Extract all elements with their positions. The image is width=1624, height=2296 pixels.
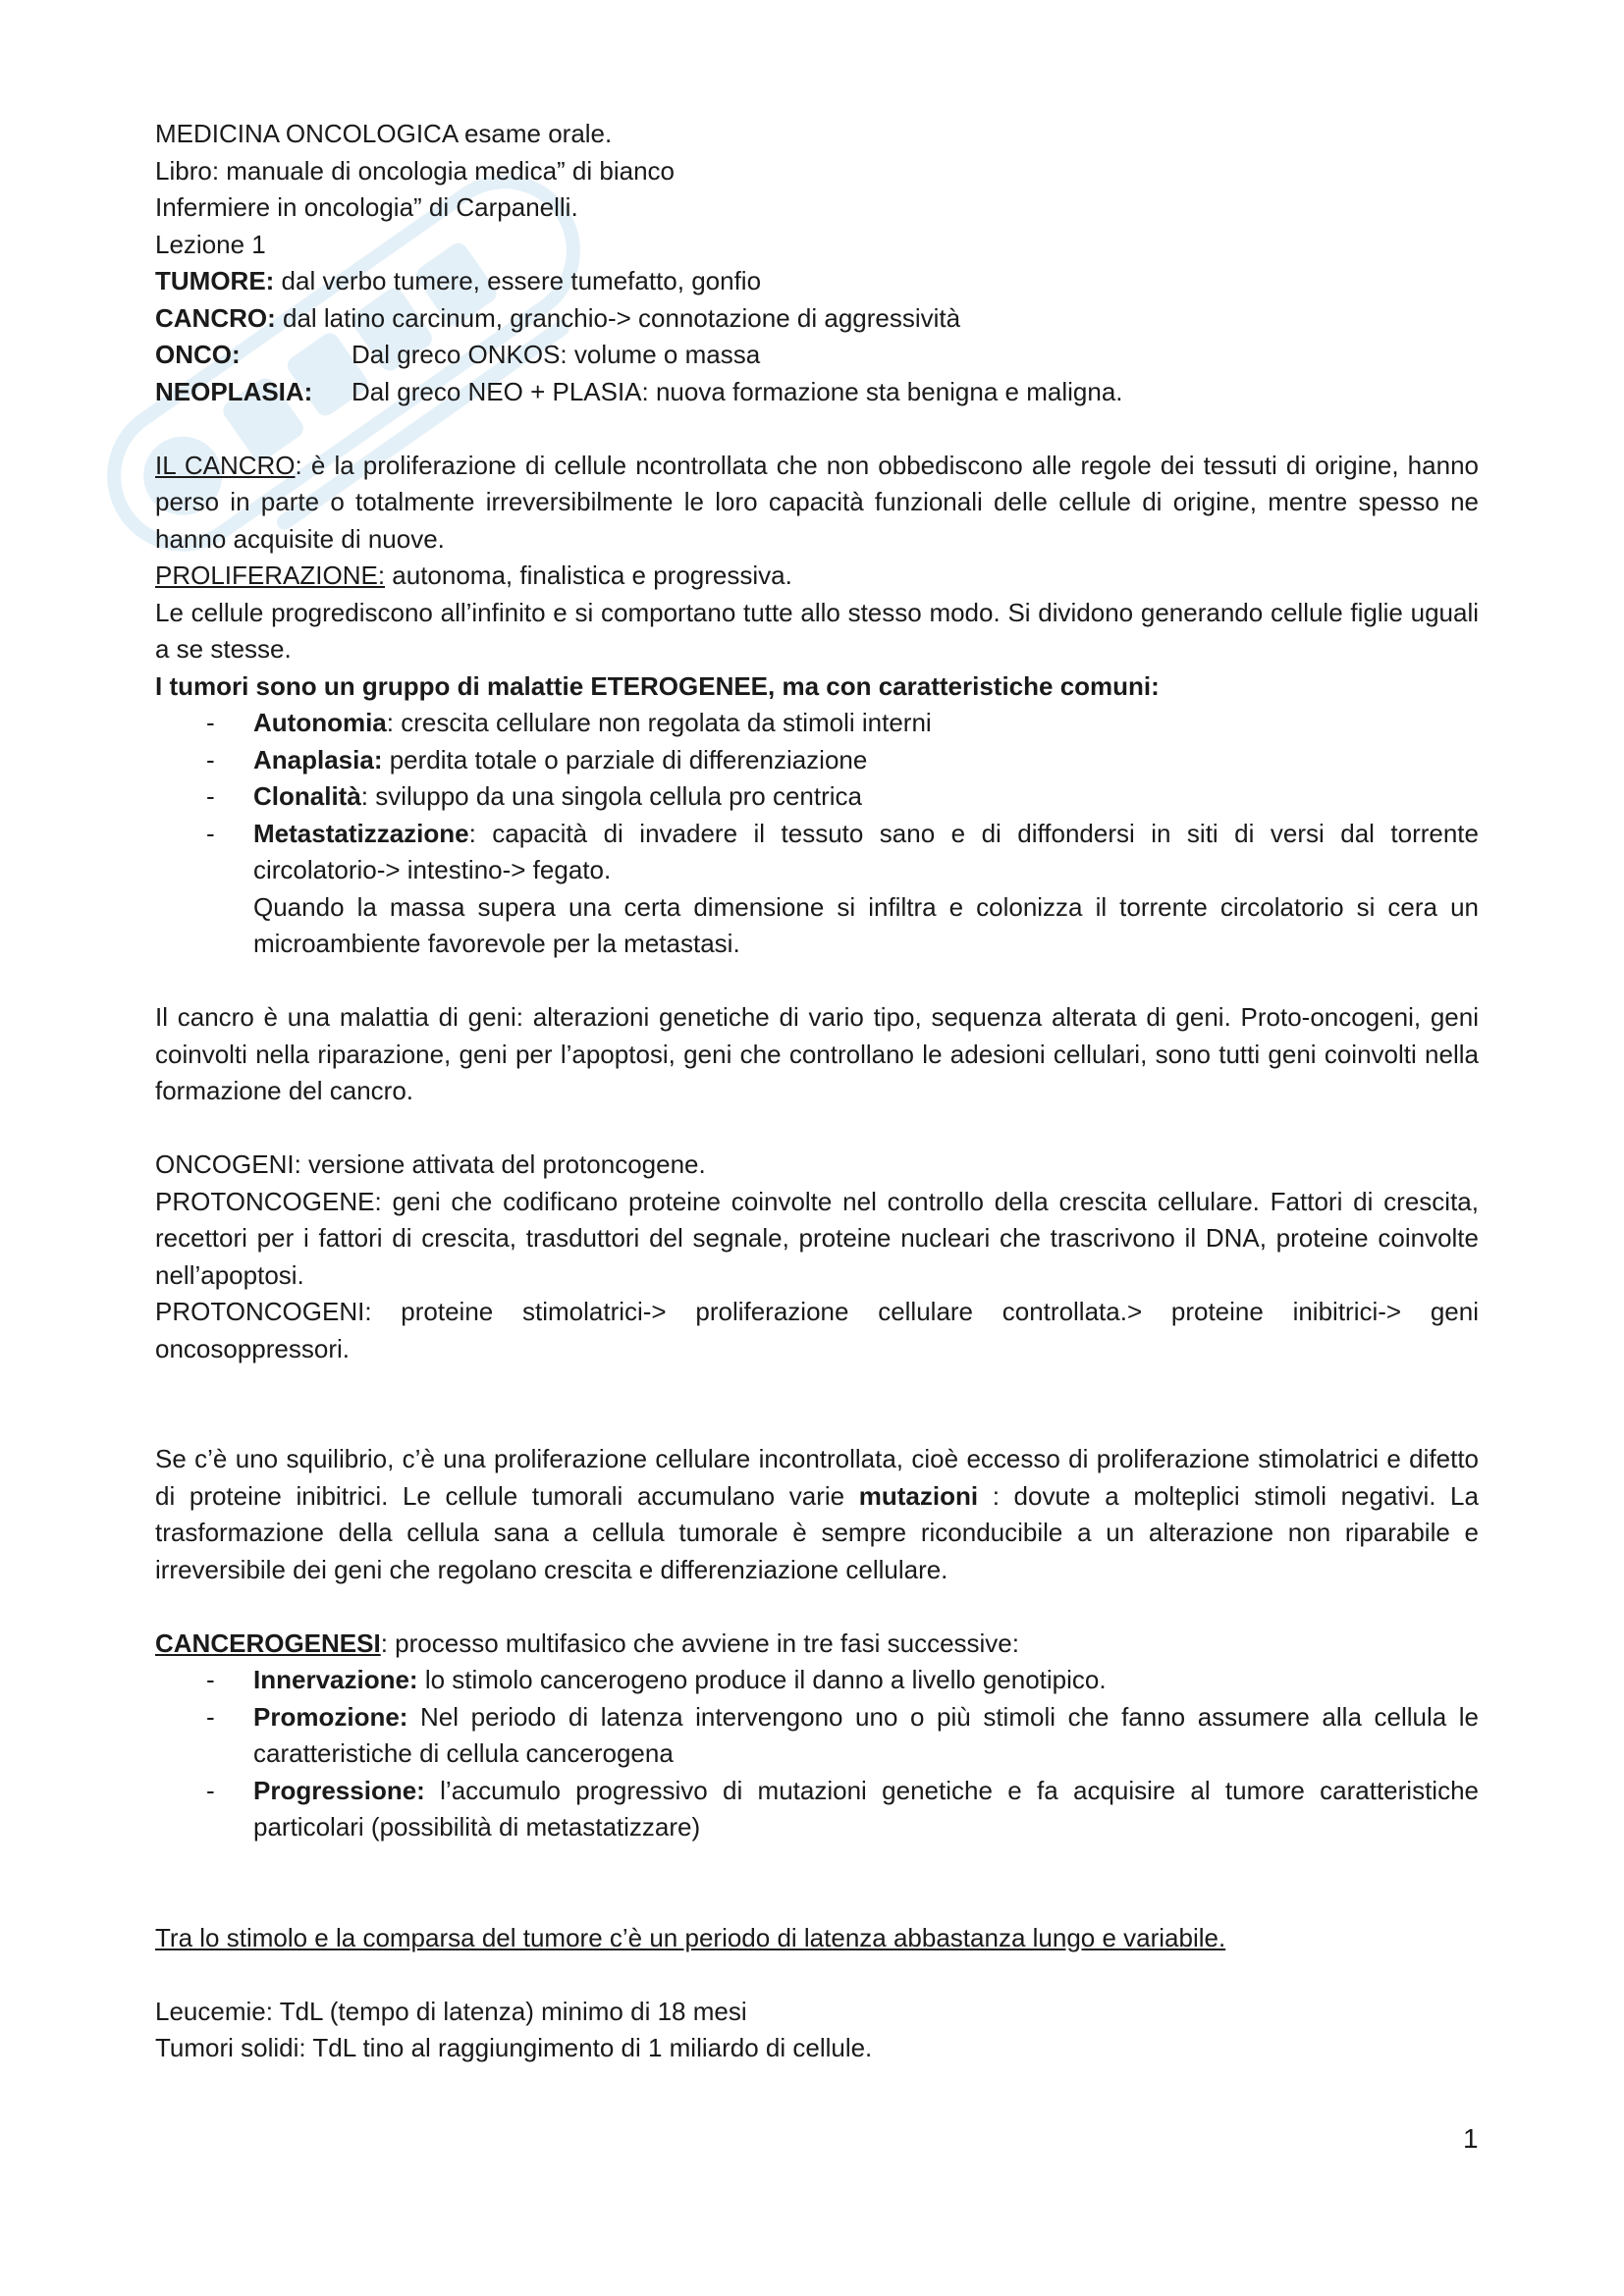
document-page: [155, 116, 1479, 2067]
paragraph-protoncogene: PROTONCOGENE: geni che codificano proteine coinvolte nel controllo della crescita cellulare. Fattori di crescita, recettori per i fattori di crescita, trasduttori del segnale, proteine nucleari che trascrivono il DNA, proteine coinvolte nell’apoptosi.: [155, 1186, 1479, 1290]
definition-tumore: TUMORE: dal verbo tumere, essere tumefatto, gonfio: [155, 266, 762, 295]
list-item-continuation: Quando la massa supera una certa dimensione si infiltra e colonizza il torrente circolatorio si cera un microambiente favorevole per la metastasi.: [253, 891, 1479, 958]
book-line-2: Infermiere in oncologia” di Carpanelli.: [155, 192, 578, 222]
paragraph-latenza: Tra lo stimolo e la comparsa del tumore c’è un periodo di latenza abbastanza lungo e variabile.: [155, 1922, 1226, 1952]
list-item: - Autonomia: crescita cellulare non regolata da stimoli interni: [206, 708, 932, 737]
paragraph-geni: Il cancro è una malattia di geni: alterazioni genetiche di vario tipo, sequenza alterata di geni. Proto-oncogeni, geni coinvolti nella riparazione, geni per l’apoptosi, geni che controllano le adesioni cellulari, sono tutti geni coinvolti nella formazione del cancro.: [155, 1002, 1479, 1105]
list-item: - Anaplasia: perdita totale o parziale di differenziazione: [206, 744, 868, 774]
definition-neoplasia: NEOPLASIA: Dal greco NEO + PLASIA: nuova formazione sta benigna e maligna.: [155, 376, 1123, 406]
lesson-line: Lezione 1: [155, 229, 266, 259]
list-item: - Progressione: l’accumulo progressivo di mutazioni genetiche e fa acquisire al tumore caratteristiche particolari (possibilità di metastatizzare): [206, 1775, 1479, 1842]
page-number: 1: [1463, 2123, 1479, 2154]
heading-tumori: I tumori sono un gruppo di malattie ETEROGENEE, ma con caratteristiche comuni:: [155, 670, 1160, 701]
paragraph-leucemie: Leucemie: TdL (tempo di latenza) minimo di 18 mesi: [155, 1996, 747, 2026]
definition-cancro: CANCRO: dal latino carcinum, granchio-> connotazione di aggressività: [155, 302, 961, 333]
paragraph-cancro: IL CANCRO: è la proliferazione di cellule ncontrollata che non obbediscono alle regole dei tessuti di origine, hanno perso in parte o totalmente irreversibilmente le loro capacità funzionali delle cellule di origine, mentre spesso ne hanno acquisite di nuove.: [155, 450, 1479, 554]
list-item: - Metastatizzazione: capacità di invadere il tessuto sano e di diffondersi in siti di versi dal torrente circolatorio-> intestino-> fegato.: [206, 818, 1479, 884]
paragraph-squilibrio: Se c’è uno squilibrio, c’è una proliferazione cellulare incontrollata, cioè eccesso di proliferazione stimolatrici e difetto di proteine inibitrici. Le cellule tumorali accumulano varie mutazioni : dovute a molteplici stimoli negativi. La trasformazione della cellula sana a cellula tumorale è sempre riconducibile a un alterazione non riparabile e irreversibile dei geni che regolano crescita e differenziazione cellulare.: [155, 1444, 1479, 1584]
paragraph-tumori-solidi: Tumori solidi: TdL tino al raggiungimento di 1 miliardo di cellule.: [155, 2033, 873, 2062]
list-item: - Innervazione: lo stimolo cancerogeno produce il danno a livello genotipico.: [206, 1665, 1107, 1694]
paragraph-oncogeni: ONCOGENI: versione attivata del protoncogene.: [155, 1149, 706, 1179]
book-line: Libro: manuale di oncologia medica” di bianco: [155, 155, 675, 186]
list-item: - Clonalità: sviluppo da una singola cellula pro centrica: [206, 781, 862, 811]
title-line: MEDICINA ONCOLOGICA esame orale.: [155, 119, 613, 148]
phases-list: [155, 1662, 1479, 1846]
paragraph-protoncogeni: PROTONCOGENI: proteine stimolatrici-> proliferazione cellulare controllata.> proteine inibitrici-> geni oncosoppressori.: [155, 1297, 1479, 1363]
definition-onco: ONCO: Dal greco ONKOS: volume o massa: [155, 340, 761, 369]
paragraph-cancerogenesi: CANCEROGENESI: processo multifasico che avviene in tre fasi successive:: [155, 1628, 1019, 1658]
paragraph-cellule: Le cellule progrediscono all’infinito e si comportano tutte allo stesso modo. Si dividono generando cellule figlie uguali a se stesse.: [155, 597, 1479, 664]
paragraph-proliferazione: PROLIFERAZIONE: autonoma, finalistica e progressiva.: [155, 561, 792, 590]
characteristics-list: [155, 705, 1479, 963]
list-item: - Promozione: Nel periodo di latenza intervengono uno o più stimoli che fanno assumere alla cellula le caratteristiche di cellula cancerogena: [206, 1701, 1479, 1768]
